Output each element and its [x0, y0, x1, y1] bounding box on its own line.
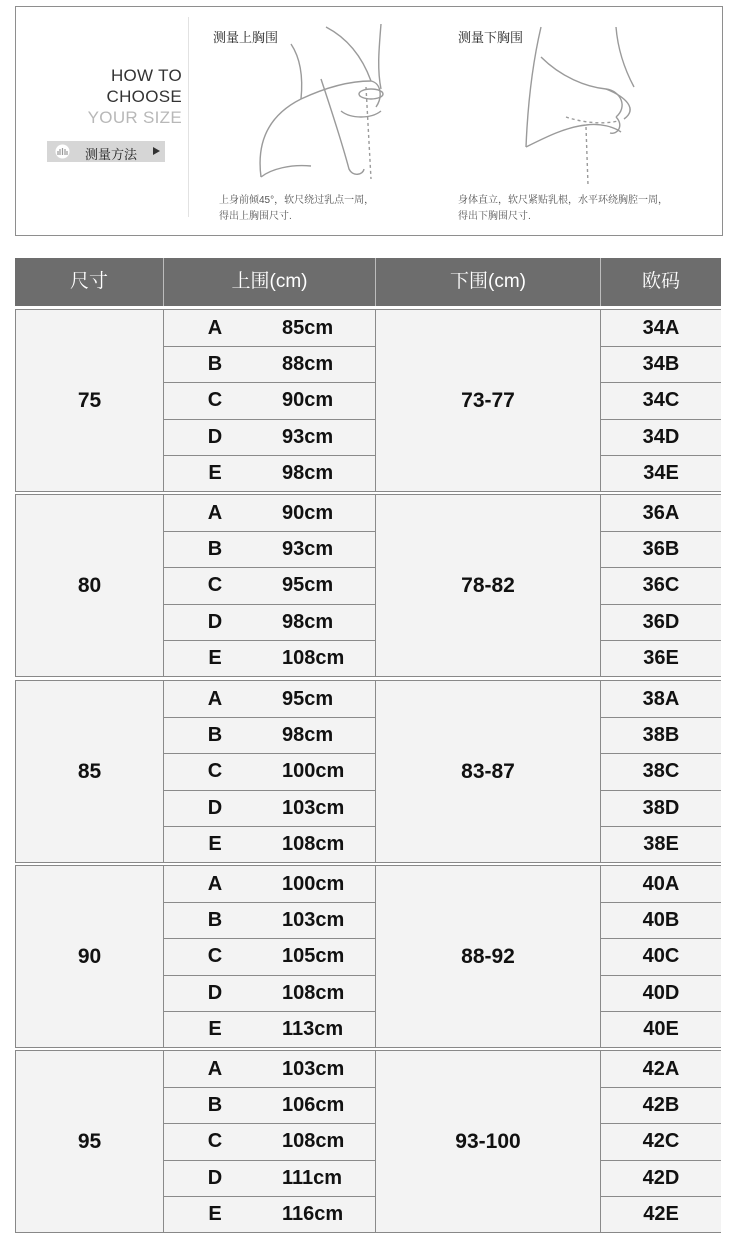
bust-row [164, 1123, 375, 1159]
row-divider [601, 604, 721, 605]
eu-size-value: 38A [642, 688, 680, 710]
column-divider [163, 310, 164, 491]
bust-value: 108cm [282, 982, 345, 1004]
cup-letter: D [207, 426, 223, 448]
row-divider [164, 717, 375, 718]
eu-size-value: 38C [642, 760, 680, 782]
row-divider [601, 975, 721, 976]
bust-row [164, 567, 375, 603]
bust-value: 85cm [282, 317, 334, 339]
row-divider [601, 1196, 721, 1197]
eu-size-value: 36B [642, 538, 680, 560]
bust-cells [164, 495, 375, 676]
measure-method-tag [47, 141, 165, 162]
bust-value: 103cm [282, 1058, 345, 1080]
underbust-range: 78-82 [461, 573, 515, 597]
cup-letter: B [207, 1094, 223, 1116]
eu-row [601, 975, 721, 1011]
row-divider [601, 902, 721, 903]
eu-size-value: 40D [642, 982, 680, 1004]
row-divider [601, 1123, 721, 1124]
eu-row [601, 1160, 721, 1196]
eu-row [601, 717, 721, 753]
measure-method-label: 测量方法 [85, 147, 138, 162]
row-divider [164, 455, 375, 456]
cup-letter: A [207, 502, 223, 524]
cup-letter: C [207, 1130, 223, 1152]
eu-size-cells [601, 866, 721, 1047]
underbust-cell [376, 1051, 600, 1232]
cup-letter: E [208, 1018, 222, 1040]
eu-row [601, 419, 721, 455]
bust-row [164, 604, 375, 640]
band-size-cell [16, 310, 163, 491]
underbust-cell [376, 866, 600, 1047]
eu-size-value: 36D [642, 611, 680, 633]
eu-row [601, 938, 721, 974]
column-divider [375, 866, 376, 1047]
eu-size-value: 34A [642, 317, 680, 339]
column-divider [375, 495, 376, 676]
cup-letter: E [208, 647, 222, 669]
under-bust-title: 测量下胸围 [458, 30, 524, 45]
band-size-cell [16, 681, 163, 862]
eu-row [601, 866, 721, 902]
column-divider [600, 495, 601, 676]
bust-row [164, 938, 375, 974]
row-divider [164, 826, 375, 827]
row-divider [601, 753, 721, 754]
bust-value: 100cm [282, 873, 345, 895]
cup-letter: D [207, 611, 223, 633]
cup-letter: A [207, 1058, 223, 1080]
header-bust: 上围(cm) [231, 271, 308, 292]
bust-value: 93cm [282, 426, 334, 448]
eu-row [601, 753, 721, 789]
cup-letter: B [207, 909, 223, 931]
bust-value: 98cm [282, 724, 334, 746]
eu-row [601, 1051, 721, 1087]
band-size-cell [16, 1051, 163, 1232]
bust-value: 108cm [282, 647, 345, 669]
row-divider [164, 382, 375, 383]
eu-row [601, 826, 721, 862]
eu-row [601, 640, 721, 676]
under-bust-note: 身体直立，软尺紧贴乳根，水平环绕胸腔一周， 得出下胸围尺寸. [458, 195, 668, 222]
column-divider [163, 866, 164, 1047]
column-divider [163, 681, 164, 862]
band-size-value: 80 [77, 573, 102, 597]
band-size-value: 75 [77, 388, 102, 412]
row-divider [601, 938, 721, 939]
eu-row [601, 902, 721, 938]
eu-size-cells [601, 681, 721, 862]
underbust-cell [376, 495, 600, 676]
bust-row [164, 382, 375, 418]
row-divider [601, 419, 721, 420]
band-size-cell [16, 866, 163, 1047]
eu-size-cells [601, 310, 721, 491]
bust-row [164, 1087, 375, 1123]
header-size: 尺寸 [69, 271, 108, 292]
bust-row [164, 753, 375, 789]
eu-size-value: 34D [642, 426, 680, 448]
cup-letter: A [207, 688, 223, 710]
row-divider [164, 975, 375, 976]
column-divider [163, 495, 164, 676]
bust-row [164, 1051, 375, 1087]
eu-size-value: 42C [642, 1130, 680, 1152]
row-divider [164, 604, 375, 605]
row-divider [601, 1087, 721, 1088]
bust-value: 98cm [282, 611, 334, 633]
eu-size-value: 40A [642, 873, 680, 895]
bust-row [164, 1011, 375, 1047]
bust-row [164, 495, 375, 531]
bust-row [164, 640, 375, 676]
underbust-range: 83-87 [461, 759, 515, 783]
upper-bust-illustration [231, 19, 411, 184]
header-eu-size: 欧码 [641, 271, 680, 292]
bust-value: 100cm [282, 760, 345, 782]
eu-size-value: 34C [642, 389, 680, 411]
bust-row [164, 310, 375, 346]
eu-row [601, 1196, 721, 1232]
cup-letter: B [207, 353, 223, 375]
bust-value: 98cm [282, 462, 334, 484]
eu-size-value: 40C [642, 945, 680, 967]
column-divider [600, 866, 601, 1047]
bust-value: 106cm [282, 1094, 345, 1116]
bust-row [164, 866, 375, 902]
row-divider [601, 717, 721, 718]
measurement-guide [15, 6, 723, 236]
eu-row [601, 495, 721, 531]
row-divider [601, 567, 721, 568]
row-divider [164, 790, 375, 791]
row-divider [601, 382, 721, 383]
bust-value: 90cm [282, 502, 334, 524]
eu-size-value: 42D [642, 1167, 680, 1189]
bust-value: 111cm [282, 1167, 343, 1189]
eu-size-cells [601, 495, 721, 676]
bust-row [164, 975, 375, 1011]
bust-value: 108cm [282, 1130, 345, 1152]
eu-size-value: 38E [643, 833, 679, 855]
size-group [15, 680, 721, 863]
eu-row [601, 531, 721, 567]
cup-letter: A [207, 873, 223, 895]
row-divider [164, 531, 375, 532]
row-divider [164, 1011, 375, 1012]
underbust-range: 88-92 [461, 944, 515, 968]
eu-size-value: 38B [642, 724, 680, 746]
bust-value: 116cm [282, 1203, 344, 1225]
eu-row [601, 310, 721, 346]
bust-value: 105cm [282, 945, 345, 967]
band-size-value: 90 [77, 944, 102, 968]
guide-divider [188, 17, 189, 217]
bust-cells [164, 310, 375, 491]
bust-row [164, 1196, 375, 1232]
bust-value: 88cm [282, 353, 334, 375]
eu-size-value: 40B [642, 909, 680, 931]
row-divider [164, 902, 375, 903]
eu-size-value: 34B [642, 353, 680, 375]
row-divider [601, 346, 721, 347]
cup-letter: D [207, 797, 223, 819]
eu-size-value: 36C [642, 574, 680, 596]
eu-row [601, 1087, 721, 1123]
column-divider [375, 1051, 376, 1232]
cup-letter: C [207, 574, 223, 596]
bust-value: 90cm [282, 389, 334, 411]
size-group [15, 309, 721, 492]
row-divider [164, 1196, 375, 1197]
cup-letter: A [207, 317, 223, 339]
eu-row [601, 790, 721, 826]
cup-letter: C [207, 760, 223, 782]
cup-letter: D [207, 1167, 223, 1189]
bust-row [164, 790, 375, 826]
bust-row [164, 531, 375, 567]
cup-letter: C [207, 945, 223, 967]
cup-letter: B [207, 724, 223, 746]
row-divider [164, 1087, 375, 1088]
row-divider [164, 567, 375, 568]
bust-row [164, 681, 375, 717]
underbust-cell [376, 681, 600, 862]
bust-value: 113cm [282, 1018, 344, 1040]
cup-letter: E [208, 1203, 222, 1225]
size-group [15, 1050, 721, 1233]
column-divider [600, 681, 601, 862]
bust-row [164, 1160, 375, 1196]
bust-value: 95cm [282, 688, 334, 710]
row-divider [601, 790, 721, 791]
size-group [15, 865, 721, 1048]
column-divider [163, 1051, 164, 1232]
eu-row [601, 1011, 721, 1047]
bust-row [164, 717, 375, 753]
eu-size-value: 42A [642, 1058, 680, 1080]
underbust-cell [376, 310, 600, 491]
how-to-choose-heading: HOW TO CHOOSE YOUR SIZE [87, 66, 182, 127]
eu-size-value: 38D [642, 797, 680, 819]
underbust-range: 93-100 [455, 1129, 521, 1153]
eu-size-value: 34E [643, 462, 679, 484]
bust-row [164, 346, 375, 382]
cup-letter: C [207, 389, 223, 411]
bust-value: 103cm [282, 909, 345, 931]
row-divider [164, 753, 375, 754]
size-table-header [15, 258, 721, 306]
column-divider [600, 1051, 601, 1232]
bust-value: 95cm [282, 574, 334, 596]
row-divider [601, 826, 721, 827]
band-size-value: 95 [77, 1129, 102, 1153]
bust-value: 93cm [282, 538, 334, 560]
bust-row [164, 455, 375, 491]
row-divider [164, 938, 375, 939]
row-divider [601, 455, 721, 456]
underbust-range: 73-77 [461, 388, 515, 412]
eu-row [601, 681, 721, 717]
row-divider [164, 419, 375, 420]
cup-letter: D [207, 982, 223, 1004]
row-divider [601, 531, 721, 532]
cup-letter: E [208, 462, 222, 484]
eu-row [601, 382, 721, 418]
size-group [15, 494, 721, 677]
upper-bust-note: 上身前倾45°，软尺绕过乳点一周， 得出上胸围尺寸. [219, 195, 375, 222]
under-bust-illustration [506, 17, 686, 187]
row-divider [601, 1011, 721, 1012]
column-divider [375, 310, 376, 491]
header-underbust: 下围(cm) [450, 271, 526, 292]
eu-row [601, 1123, 721, 1159]
column-divider [600, 310, 601, 491]
bust-value: 103cm [282, 797, 345, 819]
eu-row [601, 455, 721, 491]
bust-row [164, 902, 375, 938]
bust-row [164, 826, 375, 862]
row-divider [601, 640, 721, 641]
tape-measure-icon [55, 144, 70, 159]
row-divider [164, 640, 375, 641]
row-divider [164, 346, 375, 347]
play-arrow-icon [153, 147, 160, 155]
bust-row [164, 419, 375, 455]
eu-size-value: 36E [643, 647, 679, 669]
eu-size-value: 36A [642, 502, 680, 524]
column-divider [375, 681, 376, 862]
eu-size-value: 42E [643, 1203, 679, 1225]
bust-cells [164, 681, 375, 862]
row-divider [601, 1160, 721, 1161]
row-divider [164, 1160, 375, 1161]
eu-row [601, 346, 721, 382]
bust-cells [164, 866, 375, 1047]
eu-size-cells [601, 1051, 721, 1232]
eu-size-value: 40E [643, 1018, 679, 1040]
cup-letter: B [207, 538, 223, 560]
eu-size-value: 42B [642, 1094, 680, 1116]
row-divider [164, 1123, 375, 1124]
band-size-cell [16, 495, 163, 676]
cup-letter: E [208, 833, 222, 855]
bust-value: 108cm [282, 833, 345, 855]
upper-bust-title: 测量上胸围 [213, 30, 279, 45]
eu-row [601, 567, 721, 603]
eu-row [601, 604, 721, 640]
bust-cells [164, 1051, 375, 1232]
band-size-value: 85 [77, 759, 102, 783]
